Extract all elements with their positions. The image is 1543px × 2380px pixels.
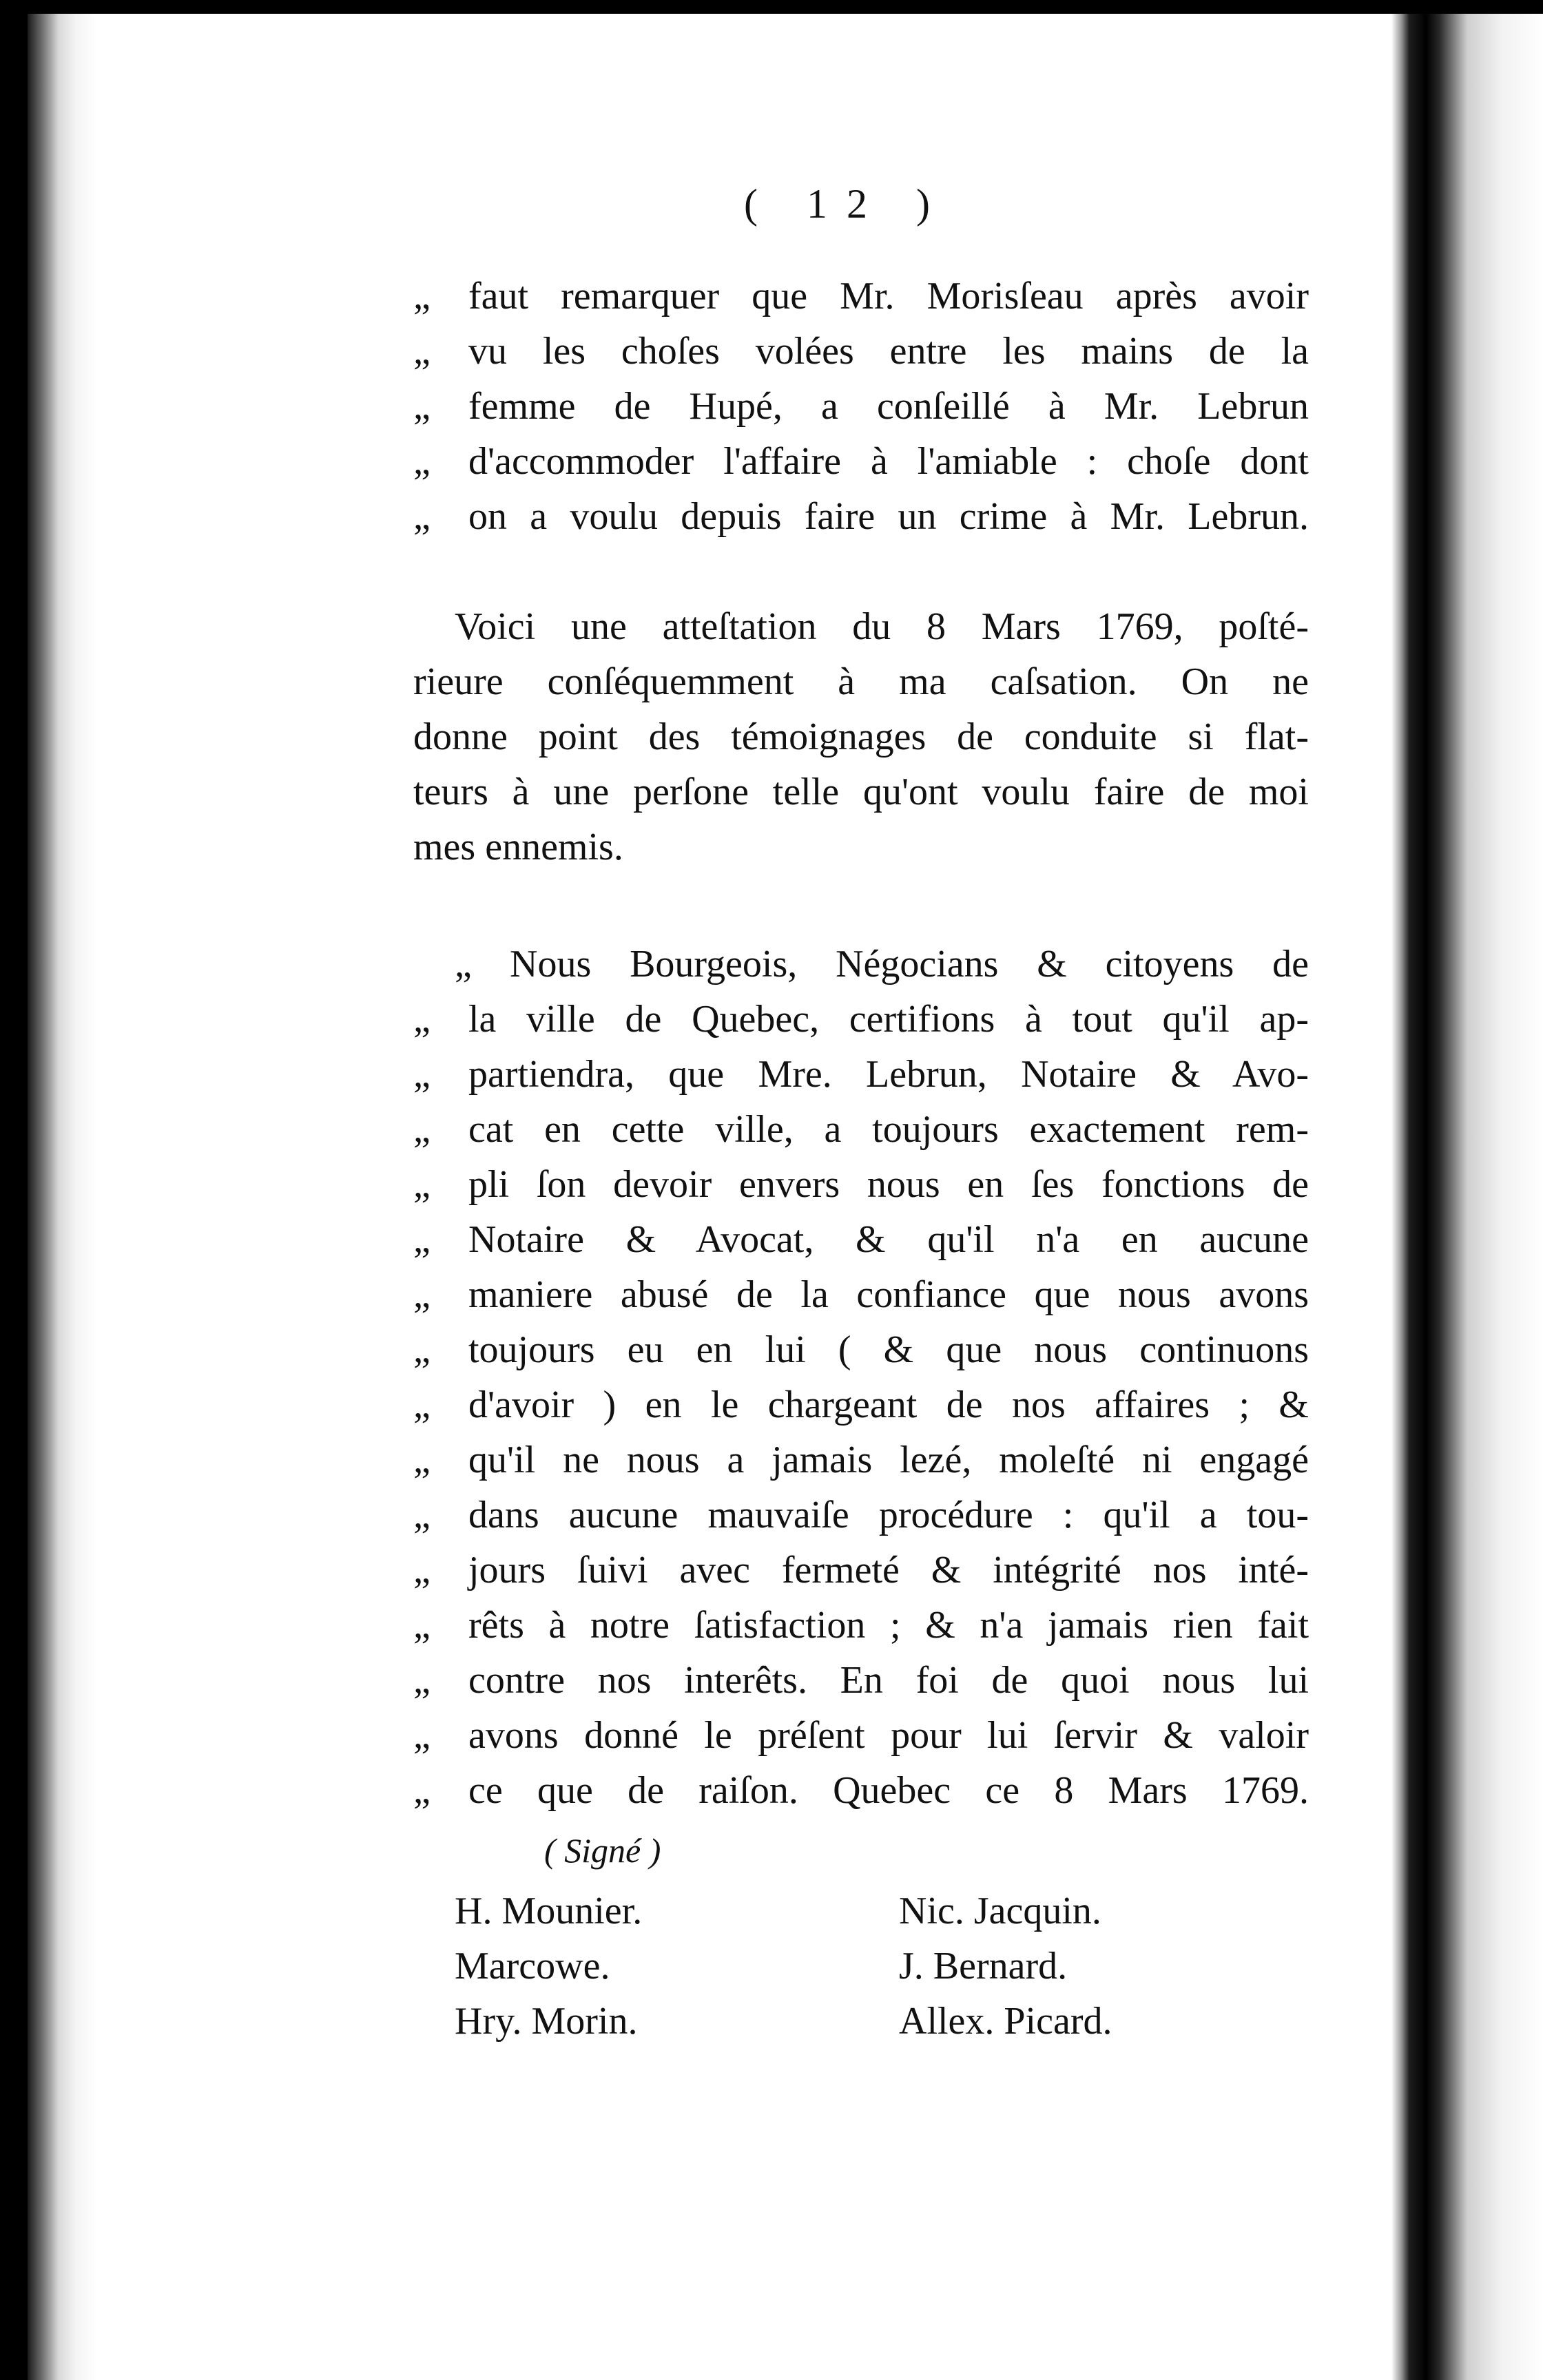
quote-line (413, 1267, 1309, 1322)
quote-line (413, 1488, 1309, 1543)
quote-text: pli ſon devoir envers nous en ſes fonctions de (468, 1163, 1309, 1206)
quote-text: jours ſuivi avec fermeté & intégrité nos inté- (468, 1549, 1309, 1591)
quote-text: d'avoir ) en le chargeant de nos affaires ; & (468, 1384, 1309, 1426)
quote-line (413, 1708, 1309, 1763)
signature-left: H. Mounier. (455, 1890, 643, 1932)
quote-text: toujours eu en lui ( & que nous continuons (468, 1328, 1309, 1371)
quote-line (413, 269, 1309, 324)
quote-text: contre nos interêts. En foi de quoi nous lui (468, 1659, 1309, 1702)
quote-text: rêts à notre ſatisfaction ; & n'a jamais rien fait (468, 1604, 1309, 1647)
left-page-edge (28, 14, 96, 2380)
quote-line (413, 1047, 1309, 1102)
quote-mark: „ (413, 495, 431, 538)
paragraph-line: mes ennemis. (413, 826, 623, 868)
quote-text: maniere abusé de la confiance que nous avons (468, 1273, 1309, 1316)
signature-right: J. Bernard. (899, 1945, 1068, 1987)
quote-line (413, 489, 1309, 544)
quote-mark: „ (413, 385, 431, 428)
quote-mark: „ (413, 1604, 431, 1647)
scan-border-top (0, 0, 1543, 14)
quote-line (413, 1212, 1309, 1267)
quote-line (413, 1653, 1309, 1708)
paragraph-line: Voici une atteſtation du 8 Mars 1769, poſté- (455, 605, 1309, 648)
quote-mark: „ (413, 1328, 431, 1371)
facing-page-edge (1426, 14, 1543, 2380)
quote-mark: „ (413, 1494, 431, 1536)
quote-mark: „ (413, 330, 431, 373)
quote-line (413, 1102, 1309, 1157)
quote-mark: „ (413, 1714, 431, 1757)
quote-mark: „ (413, 440, 431, 483)
quote-text: vu les choſes volées entre les mains de la (468, 330, 1309, 373)
quote-mark: „ (413, 1439, 431, 1481)
signature-left: Marcowe. (455, 1945, 610, 1987)
quote-mark: „ (413, 1273, 431, 1316)
quote-line (413, 1432, 1309, 1488)
quote-text: dans aucune mauvaiſe procédure : qu'il a tou- (468, 1494, 1309, 1536)
quote-text: avons donné le préſent pour lui ſervir & valoir (468, 1714, 1309, 1757)
book-gutter (1391, 14, 1426, 2380)
quote-line (413, 434, 1309, 489)
paragraph-line: rieure conſéquemment à ma caſsation. On ne (413, 660, 1309, 703)
quote-text: qu'il ne nous a jamais lezé, moleſté ni engagé (468, 1439, 1309, 1481)
quote-line (413, 324, 1309, 379)
quote-text: Notaire & Avocat, & qu'il n'a en aucune (468, 1218, 1309, 1261)
quote-line (413, 1157, 1309, 1212)
quote-line (413, 992, 1309, 1047)
quote-text: cat en cette ville, a toujours exactement rem- (468, 1108, 1309, 1151)
page-number: ( 12 ) (744, 181, 949, 227)
quote-mark: „ (413, 275, 431, 317)
quote-line (413, 1763, 1309, 1818)
quote-mark: „ (413, 1108, 431, 1151)
quote-text: Nous Bourgeois, Négocians & citoyens de (510, 943, 1309, 985)
paragraph-line: teurs à une perſone telle qu'ont voulu faire de moi (413, 771, 1309, 813)
quote-text: partiendra, que Mre. Lebrun, Notaire & Avo- (468, 1053, 1309, 1096)
quote-mark: „ (413, 998, 431, 1041)
signature-right: Nic. Jacquin. (899, 1890, 1101, 1932)
quote-line (413, 1322, 1309, 1377)
quote-mark: „ (413, 1053, 431, 1096)
quote-mark: „ (413, 1218, 431, 1261)
quote-line (455, 937, 1309, 992)
quote-line (413, 379, 1309, 434)
quote-mark: „ (413, 1163, 431, 1206)
quote-text: faut remarquer que Mr. Morisſeau après avoir (468, 275, 1309, 317)
quote-text: la ville de Quebec, certifions à tout qu'il ap- (468, 998, 1309, 1041)
quote-line (413, 1543, 1309, 1598)
paragraph-line: donne point des témoignages de conduite si flat- (413, 716, 1309, 758)
quote-text: femme de Hupé, a conſeillé à Mr. Lebrun (468, 385, 1309, 428)
quote-text: d'accommoder l'affaire à l'amiable : choſe dont (468, 440, 1309, 483)
quote-mark: „ (413, 1769, 431, 1812)
signature-left: Hry. Morin. (455, 2000, 638, 2043)
quote-text: on a voulu depuis faire un crime à Mr. Lebrun. (468, 495, 1309, 538)
quote-mark: „ (413, 1549, 431, 1591)
quote-text: ce que de raiſon. Quebec ce 8 Mars 1769. (468, 1769, 1309, 1812)
quote-mark: „ (413, 1659, 431, 1702)
quote-mark: „ (455, 943, 472, 985)
signature-right: Allex. Picard. (899, 2000, 1112, 2043)
quote-mark: „ (413, 1384, 431, 1426)
signed-label: ( Signé ) (544, 1831, 661, 1870)
quote-line (413, 1598, 1309, 1653)
quote-line (413, 1377, 1309, 1432)
